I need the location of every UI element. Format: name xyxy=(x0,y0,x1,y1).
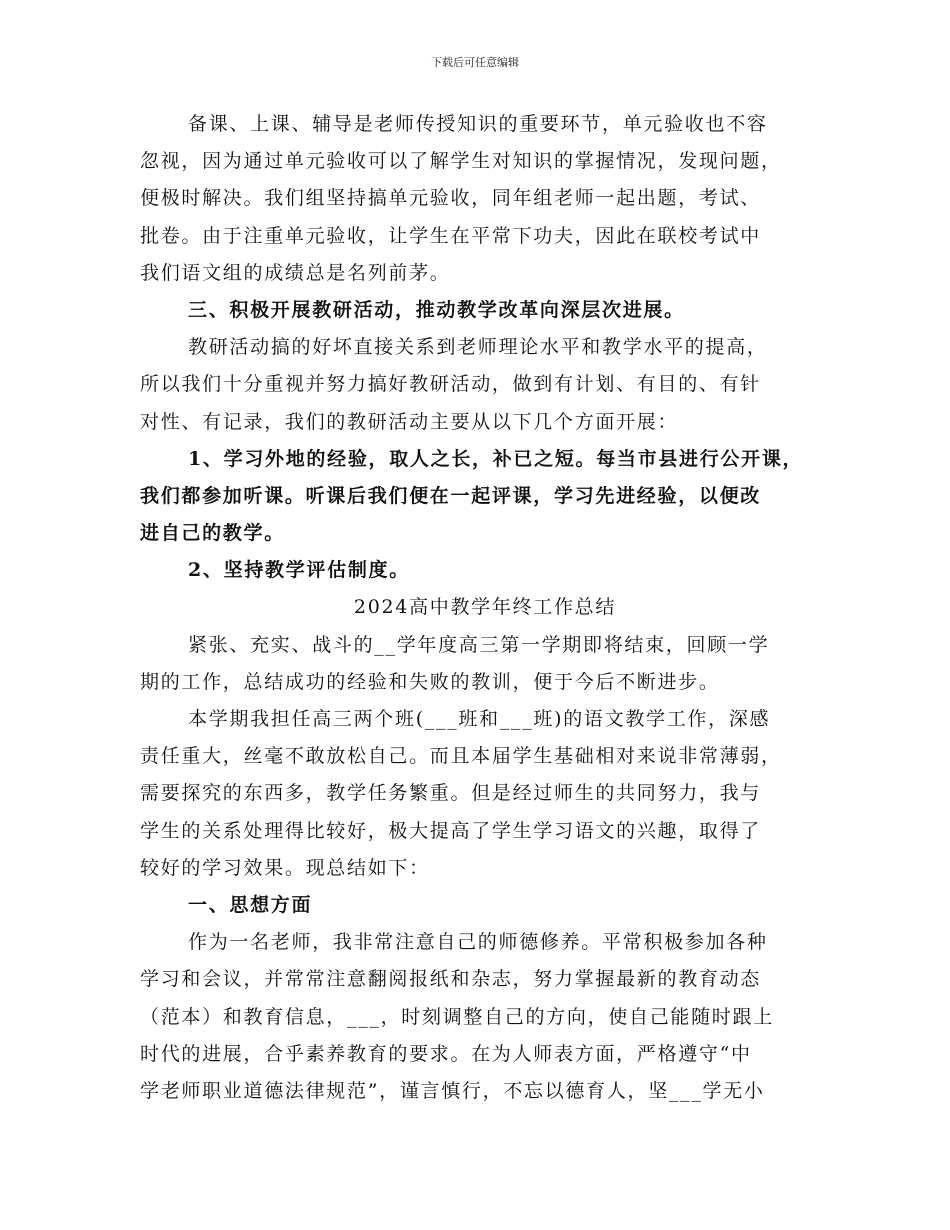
text-line: （范本）和教育信息，___，时刻调整自己的方向，使自己能随时跟上 xyxy=(140,1005,774,1028)
text-line: 教研活动搞的好坏直接关系到老师理论水平和教学水平的提高， xyxy=(188,336,768,359)
text-line: 1、学习外地的经验，取人之长，补已之短。每当市县进行公开课， xyxy=(188,447,804,470)
text-line: 责任重大，丝毫不敢放松自己。而且本届学生基础相对来说非常薄弱， xyxy=(140,745,782,768)
text-line: 备课、上课、辅导是老师传授知识的重要环节，单元验收也不容 xyxy=(188,113,768,135)
text-line: 较好的学习效果。现总结如下： xyxy=(140,856,430,879)
text-line: 时代的进展，合乎素养教育的要求。在为人师表方面，严格遵守“中 xyxy=(140,1042,752,1065)
text-line: 批卷。由于注重单元验收，让学生在平常下功夫，因此在联校考试中 xyxy=(140,224,762,247)
document-body xyxy=(140,106,830,1110)
page-header: 下载后可任意编辑 xyxy=(431,56,519,69)
section-title: 2024高中教学年终工作总结 xyxy=(353,596,617,619)
text-line: 三、积极开展教研活动，推动教学改革向深层次进展。 xyxy=(188,298,685,321)
text-line: 我们都参加听课。听课后我们便在一起评课，学习先进经验，以便改 xyxy=(140,484,762,507)
text-line: 2、坚持教学评估制度。 xyxy=(188,559,410,582)
text-line: 忽视，因为通过单元验收可以了解学生对知识的掌握情况，发现问题， xyxy=(140,150,782,173)
text-line: 学习和会议，并常常注意翻阅报纸和杂志，努力掌握最新的教育动态 xyxy=(140,968,762,991)
text-line: 学老师职业道德法律规范”，谨言慎行，不忘以德育人，坚___学无小 xyxy=(140,1079,765,1102)
text-line: 学生的关系处理得比较好，极大提高了学生学习语文的兴趣，取得了 xyxy=(140,819,762,842)
text-line: 期的工作，总结成功的经验和失败的教训，便于今后不断进步。 xyxy=(140,670,720,693)
text-line: 作为一名老师，我非常注意自己的师德修养。平常积极参加各种 xyxy=(188,931,768,954)
text-line: 一、思想方面 xyxy=(188,893,313,916)
text-line: 对性、有记录，我们的教研活动主要从以下几个方面开展： xyxy=(140,410,679,433)
text-line: 所以我们十分重视并努力搞好教研活动，做到有计划、有目的、有针 xyxy=(140,373,762,396)
text-line: 进自己的教学。 xyxy=(140,522,285,545)
text-line: 紧张、充实、战斗的__学年度高三第一学期即将结束，回顾一学 xyxy=(188,633,770,656)
text-line: 便极时解决。我们组坚持搞单元验收，同年组老师一起出题，考试、 xyxy=(140,187,762,210)
text-line: 我们语文组的成绩总是名列前茅。 xyxy=(140,261,451,284)
text-line: 本学期我担任高三两个班(___班和___班)的语文教学工作，深感 xyxy=(188,708,771,730)
text-line: 需要探究的东西多，教学任务繁重。但是经过师生的共同努力，我与 xyxy=(140,782,762,805)
